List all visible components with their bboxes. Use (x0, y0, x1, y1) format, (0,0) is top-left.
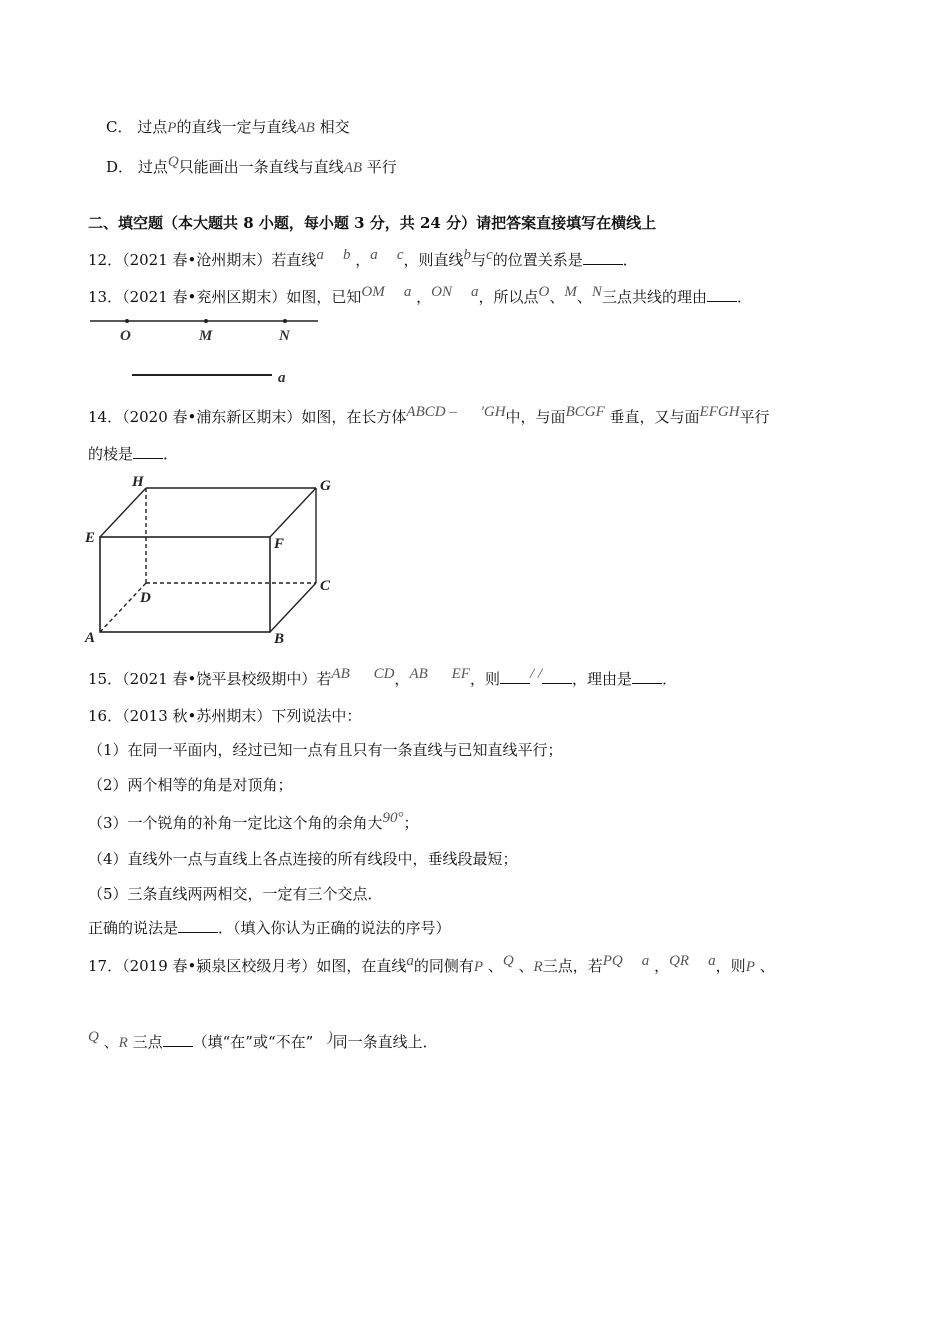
answer-blank[interactable] (707, 287, 737, 302)
label-b: B (274, 631, 285, 647)
math-var: AB (296, 120, 315, 136)
front-face (100, 537, 270, 632)
text: ． (736, 288, 752, 306)
answer-blank[interactable] (163, 1032, 193, 1047)
text: ， (654, 957, 670, 975)
text: 的直线一定与直线 (176, 118, 297, 136)
math-var: 'GH (480, 404, 506, 420)
answer-blank[interactable] (133, 444, 163, 459)
math-var: CD (373, 666, 395, 682)
math-var: a (471, 284, 479, 300)
math-var: AB (331, 666, 350, 682)
text: 下列说法中： (271, 707, 362, 725)
question-source: （2020 春•浦东新区期末） (122, 408, 302, 426)
question-source: （2019 春•颍泉区校级月考） (122, 957, 317, 975)
label-e: E (85, 530, 96, 546)
math-var: OM (361, 284, 385, 300)
question-number: 17． (88, 957, 123, 975)
text: 、 (487, 957, 503, 975)
q16-item-1: （1）在同一平面内，经过已知一点有且只有一条直线与已知直线平行； (88, 741, 563, 759)
math-var: P (473, 959, 484, 975)
math-var: Q (167, 154, 179, 170)
math-var: b (342, 247, 351, 263)
label-h: H (132, 474, 144, 490)
text: 正确的说法是 (88, 919, 179, 937)
answer-blank[interactable] (632, 669, 662, 684)
text: 中，与面 (505, 408, 566, 426)
edge-fg (270, 488, 316, 537)
math-value: 90° (382, 810, 404, 826)
text: 如图，在长方体 (301, 408, 407, 426)
option-label: C． (106, 118, 133, 136)
text: 、 (759, 957, 775, 975)
label-f: F (274, 536, 285, 552)
math-var: R (533, 959, 543, 975)
label-o: O (120, 328, 131, 344)
text: ， (394, 670, 410, 688)
question-16 (88, 705, 361, 727)
question-number: 15． (88, 670, 123, 688)
question-17-line2 (88, 1031, 438, 1054)
text: 三点共线的理由 (601, 288, 707, 306)
text: 相交 (319, 118, 350, 136)
text: 的棱是 (88, 445, 134, 463)
cuboid-figure (80, 470, 340, 650)
math-var: a (403, 284, 412, 300)
math-var: Q (502, 953, 514, 969)
parallel-symbol: / / (529, 666, 543, 682)
math-var: b (463, 247, 472, 263)
text: 、 (103, 1033, 119, 1051)
edge-bc (270, 583, 316, 632)
text: 如图，已知 (286, 288, 362, 306)
label-n: N (279, 328, 290, 344)
math-var: R (118, 1035, 128, 1051)
question-14 (88, 406, 770, 429)
answer-blank[interactable] (583, 250, 623, 265)
label-g: G (320, 478, 331, 494)
point-n (283, 319, 287, 323)
text: ，所以点 (478, 288, 539, 306)
text: 垂直，又与面 (609, 408, 700, 426)
label-m: M (199, 328, 213, 344)
question-17 (88, 955, 775, 978)
math-var: O (538, 284, 550, 300)
text: 平行 (739, 408, 770, 426)
math-var: a (708, 953, 716, 969)
text: （3）一个锐角的补角一定比这个角的余角大 (88, 814, 383, 832)
label-d: D (140, 590, 151, 606)
question-13 (88, 286, 752, 309)
math-var: AB (343, 160, 363, 176)
label-c: C (320, 578, 331, 594)
math-var: a (641, 953, 650, 969)
q16-item-4: （4）直线外一点与直线上各点连接的所有线段中，垂线段最短； (88, 850, 518, 868)
math-var: BCGF (565, 404, 605, 420)
label-a: a (278, 370, 286, 386)
question-14-line2 (88, 443, 178, 465)
text: 的同侧有 (413, 957, 474, 975)
edge-eh (100, 488, 146, 537)
math-var: c (486, 247, 493, 263)
text: 如图，在直线 (316, 957, 407, 975)
q16-item-5: （5）三条直线两两相交，一定有三个交点． (88, 885, 383, 903)
math-var: ON (431, 284, 452, 300)
q13-figure (85, 312, 325, 388)
question-source: （2013 秋•苏州期末） (122, 707, 272, 725)
math-var: EF (451, 666, 470, 682)
math-var: EFGH (699, 404, 740, 420)
point-o (125, 319, 129, 323)
math-var: a (316, 247, 324, 263)
text: 同一条直线上． (332, 1033, 438, 1051)
text: 平行 (366, 158, 397, 176)
text: 三点 (132, 1033, 163, 1051)
text: 与 (471, 251, 487, 269)
text: 三点，若 (542, 957, 603, 975)
q16-answer-line (88, 917, 451, 939)
point-m (204, 319, 208, 323)
option-c (106, 116, 350, 139)
text: 、 (549, 288, 565, 306)
text: ． (622, 251, 638, 269)
math-var: ABCD – (406, 404, 457, 420)
text: ，则 (715, 957, 746, 975)
text: ，则直线 (403, 251, 464, 269)
math-var: P (745, 959, 755, 975)
math-var: PQ (602, 953, 623, 969)
text: ) (327, 1029, 333, 1045)
text: ．（填入你认为正确的说法的序号） (218, 919, 451, 937)
math-var: QR (669, 953, 690, 969)
math-var: N (591, 284, 602, 300)
text: ，理由是 (572, 670, 633, 688)
math-var: AB (409, 666, 428, 682)
label-a: A (85, 630, 96, 646)
question-number: 16． (88, 707, 123, 725)
answer-blank[interactable] (178, 918, 218, 933)
math-var: a (370, 247, 378, 263)
text: ， (416, 288, 432, 306)
text: ． (662, 670, 678, 688)
q16-item-3 (88, 812, 419, 835)
text: （填“在”或“不在” (192, 1033, 314, 1051)
question-number: 14． (88, 408, 123, 426)
text: 只能画出一条直线与直线 (178, 158, 344, 176)
q16-item-2: （2）两个相等的角是对顶角； (88, 776, 293, 794)
text: 若 (316, 670, 332, 688)
text: ． (163, 445, 179, 463)
section-heading: 二、填空题（本大题共 8 小题，每小题 3 分，共 24 分）请把答案直接填写在横线上 (88, 214, 657, 232)
math-var: Q (88, 1029, 99, 1045)
math-var: P (167, 120, 177, 136)
option-label: D． (106, 158, 134, 176)
text: 的位置关系是 (492, 251, 583, 269)
math-var: c (396, 247, 404, 263)
text: ， (355, 251, 371, 269)
question-source: （2021 春•饶平县校级期中） (122, 670, 317, 688)
answer-blank[interactable] (542, 669, 572, 684)
option-d (106, 156, 397, 179)
question-source: （2021 春•沧州期末） (122, 251, 272, 269)
text: ； (403, 814, 419, 832)
answer-blank[interactable] (500, 669, 530, 684)
text: 、 (576, 288, 592, 306)
question-source: （2021 春•兖州区期末） (122, 288, 287, 306)
question-15 (88, 668, 677, 691)
text: ，则 (469, 670, 500, 688)
math-var: M (564, 284, 577, 300)
text: 过点 (137, 158, 168, 176)
question-number: 13． (88, 288, 123, 306)
text: 若直线 (271, 251, 317, 269)
question-number: 12． (88, 251, 123, 269)
question-12 (88, 249, 638, 272)
math-var: a (406, 953, 414, 969)
text: 、 (518, 957, 534, 975)
text: 过点 (137, 118, 168, 136)
